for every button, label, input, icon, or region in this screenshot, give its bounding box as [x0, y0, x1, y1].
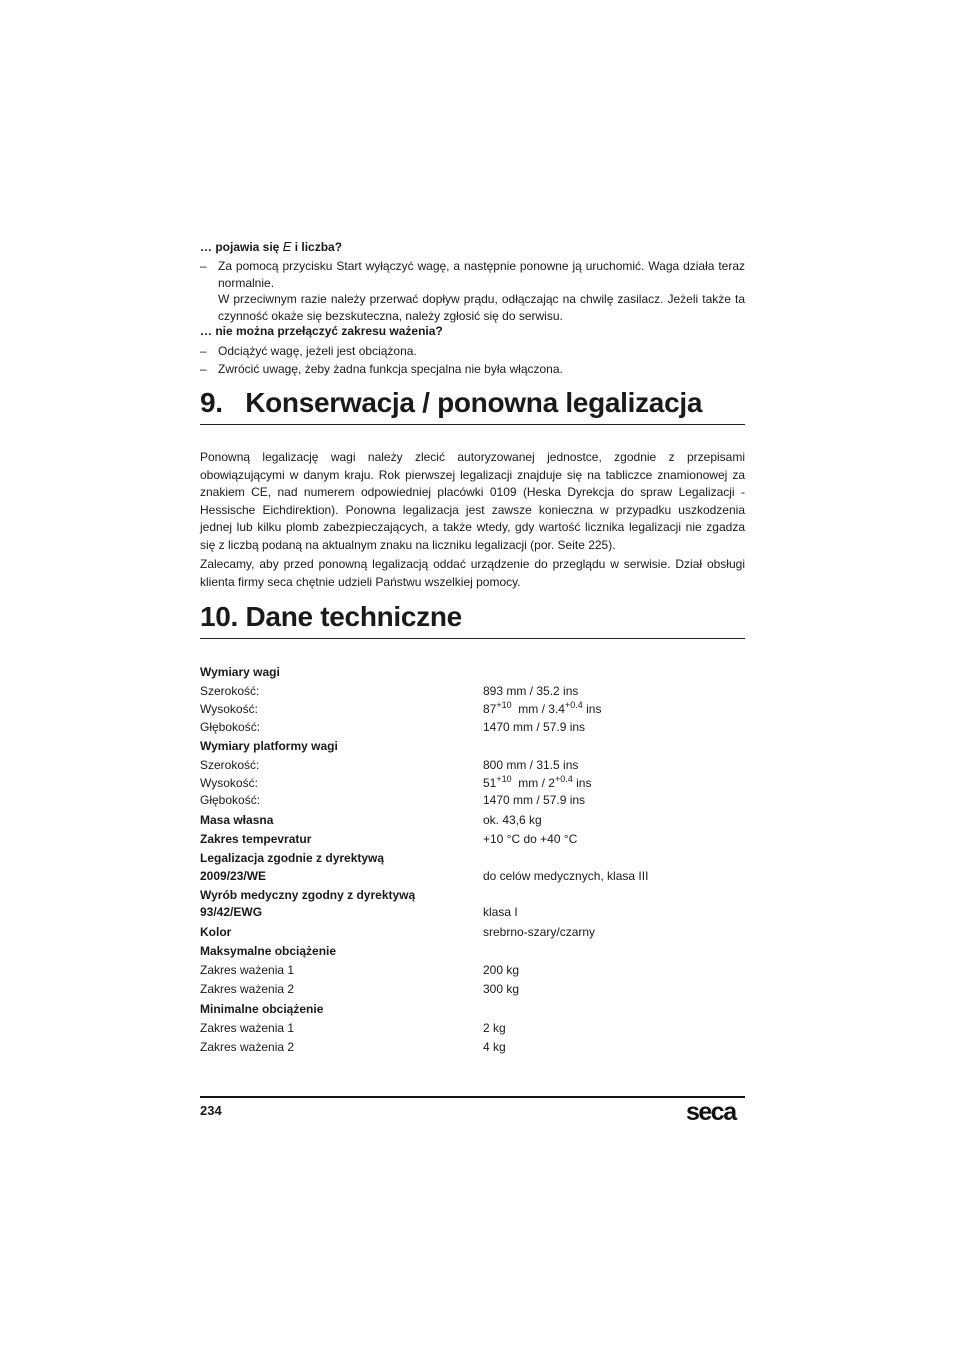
table-row: Wyrób medyczny zgodny z dyrektywą — [200, 888, 416, 902]
table-row: 2009/23/WE do celów medycznych, klasa III — [200, 869, 649, 883]
heading-divider — [200, 424, 745, 425]
section-10-heading: 10. Dane techniczne — [200, 601, 462, 632]
section-9-paragraph-1: Ponowną legalizację wagi należy zlecić autoryzowanej jednostce, zgodnie z przepisami obowiązującymi w danym kraju. Rok pierwszej legalizacji znajduje się na tabliczce znamionowej za znakiem CE, nad numerem odpowiedniej placówki 0109 (Heska Dyrekcja do spraw Legalizacji - Hessische Eichdirektion). Ponowna legalizacja jest zawsze konieczna w przypadku uszkodzenia jednej lub kilku plomb zabezpieczających, a także wtedy, gdy wartość licznika legalizacji nie zgadza się z liczbą podaną na aktualnym znaku na liczniku legalizacji (por. Seite 225). — [200, 450, 745, 552]
question-error-display: … pojawia się E i liczba? — [200, 239, 343, 254]
table-row: Głębokość: 1470 mm / 57.9 ins — [200, 720, 586, 734]
table-row: Zakres tempevratur +10 °C do +40 °C — [200, 832, 578, 846]
table-row: Zakres ważenia 2 300 kg — [200, 982, 520, 996]
list-item: – Zwrócić uwagę, żeby żadna funkcja specjalna nie była włączona. — [200, 362, 563, 376]
seca-logo: seca — [686, 1098, 736, 1126]
table-row: 93/42/EWG klasa I — [200, 905, 518, 919]
table-row: Wymiary platformy wagi — [200, 739, 338, 753]
table-row: Kolor srebrno-szary/czarny — [200, 925, 596, 939]
table-row: Wysokość: $87^{+10}$ mm / $3.4^{+0.4}$ ins — [200, 700, 602, 716]
list-item: – Za pomocą przycisku Start wyłączyć wagę, a następnie ponowne ją uruchomić. Waga działa teraz normalnie. W przeciwnym razie należy przerwać dopływ prądu, odłączając na chwilę zasilacz. Jeżeli także ta czynność okaże się bezskuteczna, należy zgłosić się do serwisu. — [200, 259, 745, 323]
table-row: Maksymalne obciążenie — [200, 944, 337, 958]
table-row: Masa własna ok. 43,6 kg — [200, 813, 542, 827]
page-number: 234 — [200, 1103, 222, 1118]
table-row: Wymiary wagi — [200, 665, 280, 679]
section-9-paragraph-2: Zalecamy, aby przed ponowną legalizacją oddać urządzenie do przeglądu w serwisie. Dział obsługi klienta firmy seca chętnie udzieli Państwu wszelkiej pomocy. — [200, 557, 745, 589]
table-row: Głębokość: 1470 mm / 57.9 ins — [200, 793, 586, 807]
section-9-heading: 9. Konserwacja / ponowna legalizacja — [200, 387, 703, 418]
table-row: Zakres ważenia 1 200 kg — [200, 963, 520, 977]
table-row: Zakres ważenia 2 4 kg — [200, 1040, 506, 1054]
heading-divider — [200, 638, 745, 639]
table-row: Wysokość: $51^{+10}$ mm / $2^{+0.4}$ ins — [200, 774, 592, 790]
table-row: Minimalne obciążenie — [200, 1002, 324, 1016]
list-item: – Odciążyć wagę, jeżeli jest obciążona. — [200, 344, 417, 358]
error-symbol: E — [282, 239, 292, 254]
table-row: Legalizacja zgodnie z dyrektywą — [200, 851, 385, 865]
table-row: Szerokość: 800 mm / 31.5 ins — [200, 758, 579, 772]
table-row: Zakres ważenia 1 2 kg — [200, 1021, 506, 1035]
footer-divider — [200, 1096, 745, 1098]
question-range-switch: … nie można przełączyć zakresu ważenia? — [200, 324, 443, 338]
table-row: Szerokość: 893 mm / 35.2 ins — [200, 684, 579, 698]
